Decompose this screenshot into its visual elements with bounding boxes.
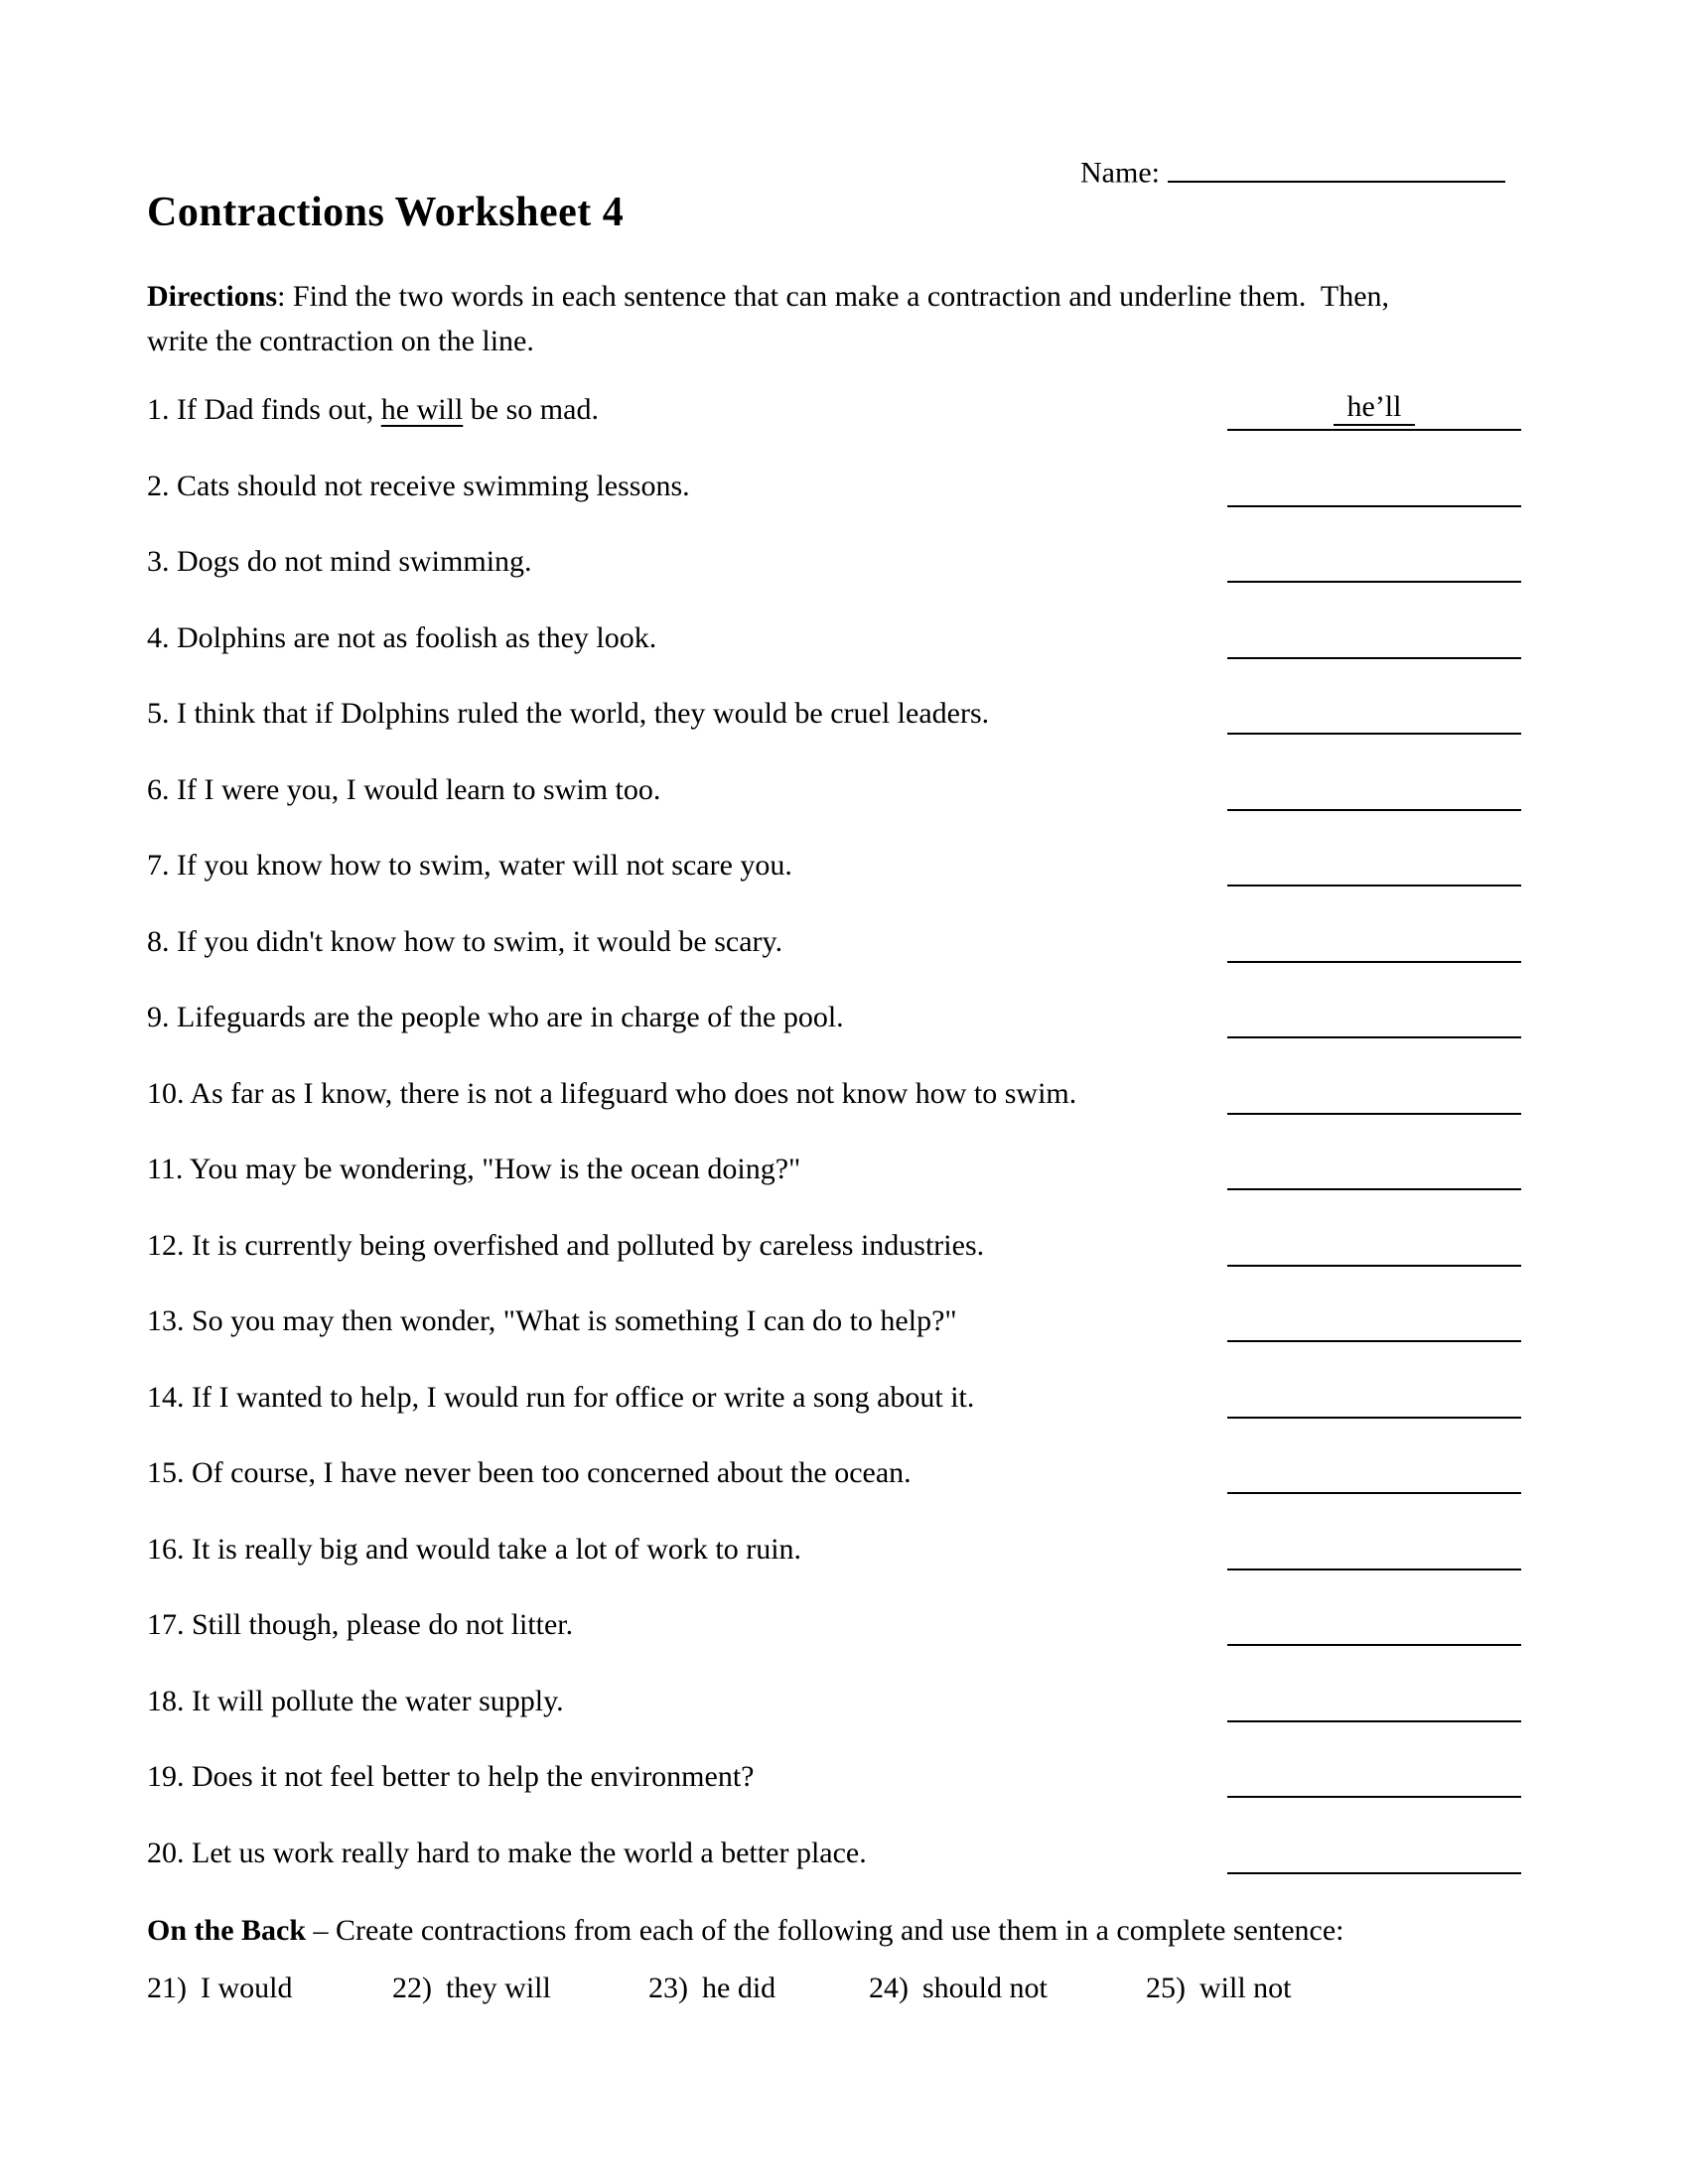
question-list: [147, 379, 1541, 1903]
question-row: [147, 1746, 1541, 1823]
back-item-words: should not: [922, 1972, 1048, 2004]
question-row: [147, 1519, 1541, 1595]
back-item: [1146, 1972, 1292, 2005]
question-number: 16.: [147, 1532, 192, 1566]
question-sentence: 11. You may be wondering, "How is the ocean doing?": [147, 1153, 801, 1185]
answer-blank: [1227, 685, 1521, 735]
question-row: [147, 531, 1541, 608]
answer-blank: [1227, 381, 1521, 431]
question-row: [147, 683, 1541, 759]
question-row: [147, 1823, 1541, 1899]
question-sentence: 20. Let us work really hard to make the world a better place.: [147, 1836, 867, 1869]
question-number: 13.: [147, 1304, 192, 1337]
question-sentence: 19. Does it not feel better to help the environment?: [147, 1760, 755, 1793]
question-number: 1.: [147, 393, 177, 426]
question-sentence: 17. Still though, please do not litter.: [147, 1608, 574, 1641]
question-number: 14.: [147, 1380, 192, 1414]
question-number: 10.: [147, 1076, 191, 1110]
answer-blank: [1227, 458, 1521, 507]
back-item-number: 22): [392, 1972, 432, 2004]
back-item-number: 24): [869, 1972, 909, 2004]
question-sentence: 5. I think that if Dolphins ruled the world, they would be cruel leaders.: [147, 697, 990, 730]
question-number: 12.: [147, 1228, 192, 1262]
question-sentence: 8. If you didn't know how to swim, it would be scary.: [147, 924, 783, 958]
question-sentence: 15. Of course, I have never been too concerned about the ocean.: [147, 1456, 912, 1489]
back-heading-label: On the Back: [147, 1914, 307, 1947]
question-sentence: 12. It is currently being overfished and polluted by careless industries.: [147, 1228, 985, 1262]
back-items: [147, 1972, 1597, 2021]
page-title: Contractions Worksheet 4: [147, 190, 625, 235]
directions: [147, 274, 1597, 363]
question-sentence: 4. Dolphins are not as foolish as they look.: [147, 620, 657, 654]
answer-blank: [1227, 1673, 1521, 1722]
question-row: [147, 759, 1541, 836]
back-item: [147, 1972, 293, 2005]
back-item: [869, 1972, 1048, 2005]
answer-text: he’ll: [1334, 392, 1416, 426]
back-item-words: I would: [201, 1972, 293, 2004]
underlined-words: he will: [380, 393, 464, 426]
back-item-words: they will: [446, 1972, 551, 2004]
answer-blank: [1227, 533, 1521, 583]
question-row: [147, 1291, 1541, 1367]
answer-blank: [1227, 913, 1521, 963]
answer-blank: [1227, 1369, 1521, 1419]
question-row: [147, 456, 1541, 532]
answer-blank: [1227, 837, 1521, 887]
question-number: 18.: [147, 1684, 192, 1717]
question-row: [147, 1063, 1541, 1140]
answer-blank: [1227, 1596, 1521, 1646]
question-number: 17.: [147, 1608, 192, 1641]
question-number: 20.: [147, 1836, 192, 1869]
question-row: [147, 911, 1541, 988]
question-sentence: 3. Dogs do not mind swimming.: [147, 545, 532, 578]
answer-blank: [1227, 1748, 1521, 1798]
question-number: 11.: [147, 1153, 190, 1185]
question-row: [147, 1442, 1541, 1519]
name-block: [1080, 149, 1505, 191]
question-sentence: 13. So you may then wonder, "What is something I can do to help?": [147, 1304, 957, 1337]
question-number: 6.: [147, 772, 177, 806]
question-row: [147, 1139, 1541, 1215]
question-sentence: 10. As far as I know, there is not a lifeguard who does not know how to swim.: [147, 1076, 1077, 1110]
answer-blank: [1227, 761, 1521, 811]
question-number: 15.: [147, 1456, 192, 1489]
question-sentence: 14. If I wanted to help, I would run for office or write a song about it.: [147, 1380, 975, 1414]
question-number: 4.: [147, 620, 177, 654]
directions-line-2: write the contraction on the line.: [147, 325, 534, 357]
name-blank-line: [1168, 149, 1505, 183]
question-sentence: 16. It is really big and would take a lot of work to ruin.: [147, 1532, 802, 1566]
question-number: 5.: [147, 697, 177, 730]
question-sentence: 2. Cats should not receive swimming lessons.: [147, 469, 690, 502]
back-item: [648, 1972, 775, 2005]
answer-blank: [1227, 610, 1521, 659]
question-row: [147, 1671, 1541, 1747]
question-row: [147, 835, 1541, 911]
question-row: [147, 1215, 1541, 1292]
question-number: 3.: [147, 545, 177, 578]
question-row: [147, 379, 1541, 456]
back-item-words: will not: [1199, 1972, 1292, 2004]
answer-blank: [1227, 1217, 1521, 1267]
question-sentence: 18. It will pollute the water supply.: [147, 1684, 564, 1717]
question-sentence: 1. If Dad finds out, he will be so mad.: [147, 393, 599, 426]
back-item-number: 23): [648, 1972, 688, 2004]
back-item-words: he did: [702, 1972, 776, 2004]
answer-blank: [1227, 1825, 1521, 1874]
question-sentence: 7. If you know how to swim, water will not scare you.: [147, 849, 792, 882]
question-row: [147, 608, 1541, 684]
answer-blank: [1227, 1065, 1521, 1115]
answer-blank: [1227, 1521, 1521, 1570]
answer-blank: [1227, 1293, 1521, 1342]
answer-blank: [1227, 989, 1521, 1038]
answer-blank: [1227, 1141, 1521, 1190]
directions-label: Directions: [147, 280, 278, 313]
question-number: 8.: [147, 924, 177, 958]
back-item: [392, 1972, 551, 2005]
question-sentence: 6. If I were you, I would learn to swim too.: [147, 772, 661, 806]
question-number: 19.: [147, 1760, 192, 1793]
back-item-number: 21): [147, 1972, 187, 2004]
directions-line-1: Directions: Find the two words in each sentence that can make a contraction and underline them. Then,: [147, 280, 1390, 313]
question-row: [147, 1367, 1541, 1443]
question-number: 9.: [147, 1001, 177, 1033]
back-item-number: 25): [1146, 1972, 1186, 2004]
question-number: 2.: [147, 469, 177, 502]
question-row: [147, 987, 1541, 1063]
name-label: Name:: [1080, 156, 1160, 190]
back-section-heading: On the Back – Create contractions from each of the following and use them in a complete sentence:: [147, 1914, 1344, 1947]
question-row: [147, 1594, 1541, 1671]
question-sentence: 9. Lifeguards are the people who are in charge of the pool.: [147, 1001, 844, 1033]
answer-blank: [1227, 1444, 1521, 1494]
question-number: 7.: [147, 849, 177, 882]
